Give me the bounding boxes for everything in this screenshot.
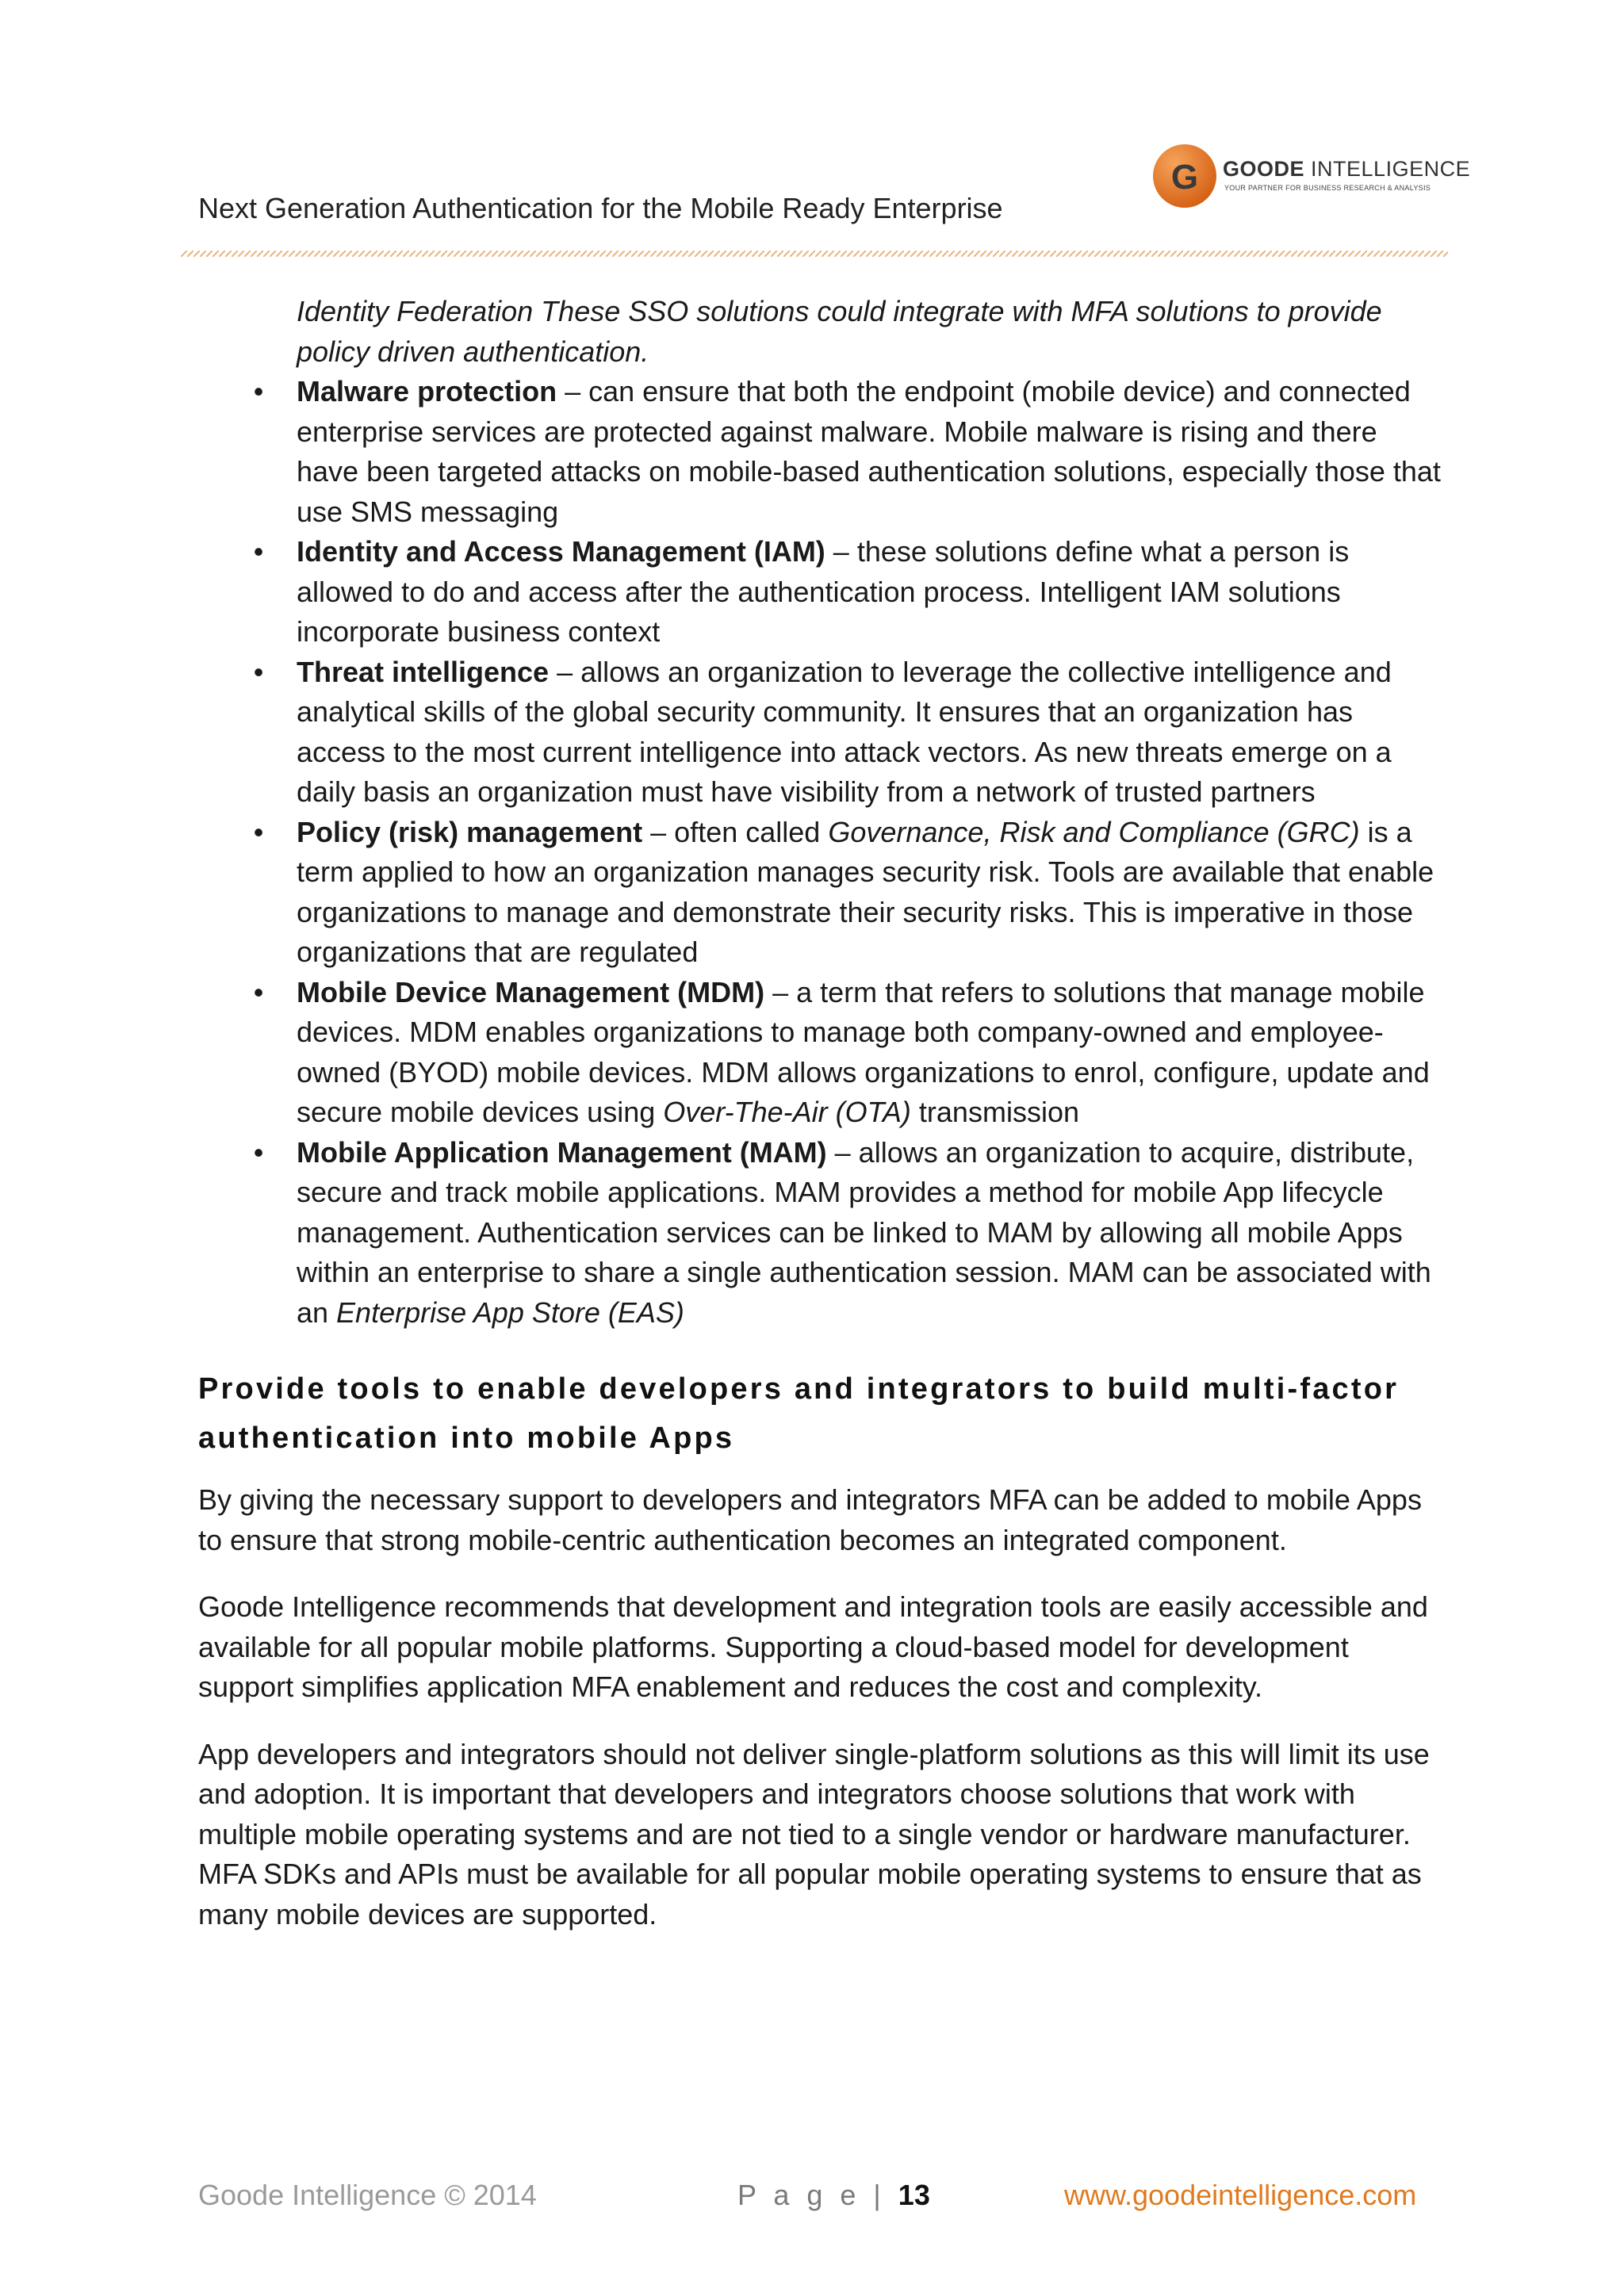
bullet-icon: • xyxy=(253,815,264,848)
list-item-text: – a term that refers to solutions that manage mobile devices. MDM enables organizations to manage both company-owned and employee-owned (BYOD) mobile devices. MDM allows organizations to enrol, configure, update and secure mobile devices using xyxy=(297,975,1430,1128)
section-heading: Provide tools to enable developers and integrators to build multi-factor authentication into mobile Apps xyxy=(198,1372,1400,1455)
bullet-icon: • xyxy=(253,375,264,408)
list-item-text: – can ensure that both the endpoint (mobile device) and connected enterprise services are protected against malware. Mobile malware is rising and there have been targeted attacks on mobile-based authentication solutions, especially those that use SMS messaging xyxy=(297,375,1441,528)
logo-mark-icon xyxy=(1151,143,1218,209)
solution-list xyxy=(198,372,1443,1333)
list-item-italic-term: Enterprise App Store (EAS) xyxy=(336,1295,684,1329)
list-item-italic-term: Over-The-Air (OTA) xyxy=(663,1096,911,1128)
list-item-term: Mobile Device Management (MDM) xyxy=(297,975,765,1008)
bullet-icon: • xyxy=(253,975,264,1008)
list-item-text: transmission xyxy=(910,1096,1079,1128)
intro-continuation-text: Identity Federation These SSO solutions could integrate with MFA solutions to provide policy driven authentication. xyxy=(297,295,1382,368)
logo-brand-bold: GOODE xyxy=(1223,157,1305,181)
list-item-italic-term: Governance, Risk and Compliance (GRC) xyxy=(828,815,1360,848)
footer-page-label: P a g e | xyxy=(737,2179,898,2211)
list-item-term: Malware protection xyxy=(297,375,557,408)
list-item-policy-risk-management xyxy=(198,813,1443,973)
logo-mark-letter: G xyxy=(1170,158,1199,197)
footer-page-indicator xyxy=(737,2179,930,2212)
body-paragraph: App developers and integrators should not deliver single-platform solutions as this will limit its use and adoption. It is important that developers and integrators choose solutions that work with multiple mobile operating systems and are not tied to a single vendor or hardware manufacturer. MFA SDKs and APIs must be available for all popular mobile operating systems to ensure that as many mobile devices are supported. xyxy=(198,1737,1430,1931)
body-paragraph: By giving the necessary support to developers and integrators MFA can be added to mobile Apps to ensure that strong mobile-centric authentication becomes an integrated component. xyxy=(198,1483,1422,1556)
list-item-term: Threat intelligence xyxy=(297,655,550,688)
list-item-threat-intelligence xyxy=(198,652,1443,813)
list-item-iam xyxy=(198,532,1443,652)
logo-tagline: YOUR PARTNER FOR BUSINESS RESEARCH & ANALYSIS xyxy=(1224,184,1431,192)
bullet-icon: • xyxy=(253,655,264,688)
logo-wordmark xyxy=(1223,157,1470,182)
logo-brand-regular: INTELLIGENCE xyxy=(1311,157,1471,181)
footer-website-link[interactable]: www.goodeintelligence.com xyxy=(1064,2179,1417,2211)
footer-page-number: 13 xyxy=(898,2179,930,2211)
list-item-term: Policy (risk) management xyxy=(297,815,643,848)
list-item-malware-protection xyxy=(198,372,1443,532)
bullet-icon: • xyxy=(253,535,264,568)
company-logo xyxy=(1151,143,1471,209)
list-item-text: – allows an organization to leverage the collective intelligence and analytical skills of the global security community. It ensures that an organization has access to the most current intelligence into attack vectors. As new threats emerge on a daily basis an organization must have visibility from a network of trusted partners xyxy=(297,655,1392,808)
bullet-icon: • xyxy=(253,1135,264,1169)
footer-copyright: Goode Intelligence © 2014 xyxy=(198,2179,537,2211)
list-item-term: Identity and Access Management (IAM) xyxy=(297,535,825,568)
list-item-mam xyxy=(198,1133,1443,1334)
list-item-text: – allows an organization to acquire, distribute, secure and track mobile applications. MAM provides a method for mobile App lifecycle management. Authentication services can be linked to MAM by allowing all mobile Apps within an enterprise to share a single authentication session. MAM can be associated with an xyxy=(297,1135,1431,1329)
list-item-term: Mobile Application Management (MAM) xyxy=(297,1135,827,1169)
body-paragraph: Goode Intelligence recommends that development and integration tools are easily accessible and available for all popular mobile platforms. Supporting a cloud-based model for development support simplifies application MFA enablement and reduces the cost and complexity. xyxy=(198,1590,1428,1703)
document-header-title: Next Generation Authentication for the Mobile Ready Enterprise xyxy=(198,192,1003,224)
page-content xyxy=(198,292,1443,1961)
header-divider xyxy=(181,251,1448,257)
list-item-mdm xyxy=(198,973,1443,1133)
list-item-text: is a term applied to how an organization manages security risk. Tools are available that enable organizations to manage and demonstrate their security risks. This is imperative in those organizations that are regulated xyxy=(297,815,1434,968)
list-item-text: – these solutions define what a person is allowed to do and access after the authentication process. Intelligent IAM solutions incorporate business context xyxy=(297,535,1350,648)
list-item-text: – often called xyxy=(642,815,829,848)
